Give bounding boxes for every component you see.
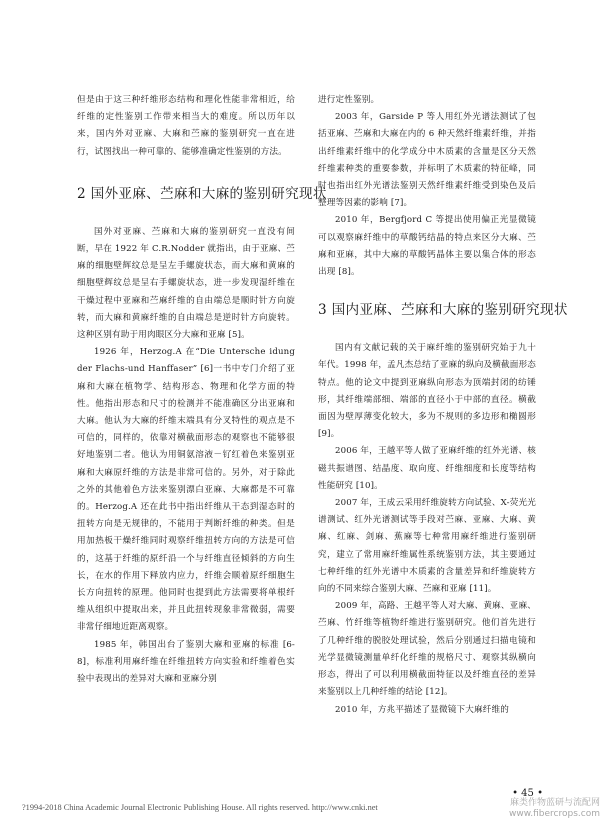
paragraph-herzog: 1926 年，Herzog.A 在“Die Untersche idung der Flachs-und Hanffaser” [6]一书中专门介绍了亚麻和大麻在植物学、结构形态、物理和化学方面的特性。他指出形态和尺寸的检测并不能准确区分出亚麻和大麻。他认为大麻的纤维末端具有分叉特性的观点是不可信的，同样的，依靠对横截面形态的观察也不能够很好地鉴别二者。他认为用铜氨溶液－钌红着色来鉴别亚麻和大麻原纤维的方法是非常可信的。另外，对于除此之外的其他着色方法来鉴别漂白亚麻、大麻都是不可靠的。Herzog.A 还在此书中指出纤维从干态到湿态时的扭转方向是无规律的，不能用于判断纤维的种类。但是用加热板干燥纤维同时观察纤维扭转方向的方法是可信的，这基于纤维的原纤沿一个与纤维直径倾斜的方向生长，在水的作用下释放内应力，纤维会顺着原纤细胞生长方向扭转的原理。他同时也提到此方法需要将单根纤维从组织中提取出来，并且此扭转现象非常微弱，需要非常仔细地近距离观察。 <box>77 347 295 633</box>
paragraph-garside: 2003 年，Garside P 等人用红外光谱法测试了包括亚麻、苎麻和大麻在内的 6 种天然纤维素纤维，并指出纤维素纤维中的化学成分中木质素的含量是区分天然纤维素种类的重要参数，并标明了木质素的特征峰，同时也指出红外光谱法鉴别天然纤维素纤维受到染色及后整理等因素的影响 [7]。 <box>318 112 536 209</box>
paragraph-continuation: 进行定性鉴别。 <box>318 95 380 105</box>
watermark-line-1: 麻类作物蓝研与流配网 <box>509 798 600 808</box>
right-column <box>318 92 568 719</box>
paragraph-2010-fang: 2010 年，方兆平描述了显微镜下大麻纤维的 <box>335 704 509 715</box>
watermark-line-2: www.fibercrops.com <box>509 809 600 819</box>
site-watermark <box>509 798 600 820</box>
copyright-footer: ?1994-2018 China Academic Journal Electronic Publishing House. All rights reserved. http://www.cnki.net <box>22 803 378 812</box>
paragraph-nodder: 国外对亚麻、苎麻和大麻的鉴别研究一直没有间断，早在 1922 年 C.R.Nodder 就指出，由于亚麻、苎麻的细胞壁辉纹总是呈左手螺旋状态，而大麻和黄麻的细胞壁辉纹总是呈右手螺旋状态，进一步发现湿纤维在干燥过程中亚麻和苎麻纤维的自由端总是顺时针方向旋转，而大麻和黄麻纤维的自由端总是逆时针方向旋转。这种区别有助于用肉眼区分大麻和亚麻 [5]。 <box>77 226 295 341</box>
paragraph-2009: 2009 年，高路、王越平等人对大麻、黄麻、亚麻、苎麻、竹纤维等植物纤维进行鉴别研究。他们首先进行了几种纤维的脱胶处理试验，然后分别通过扫描电镜和光学显微镜测量单纤化纤维的规格尺寸、观察其纵横向形态，得出了可以利用横截面特征以及纤维直径的差异来鉴别以上几种纤维的结论 [12]。 <box>318 601 536 698</box>
paragraph-bergfjord: 2010 年，Bergfjord C 等提出使用偏正光显微镜可以观察麻纤维中的草酸钙结晶的特点来区分大麻、苎麻和亚麻，其中大麻的草酸钙晶体主要以集合体的形态出现 [8]。 <box>318 215 536 278</box>
section-heading-3: 3 国内亚麻、苎麻和大麻的鉴别研究现状 <box>318 302 568 319</box>
paragraph-intro: 但是由于这三种纤维形态结构和理化性能非常相近，给纤维的定性鉴别工作带来相当大的难度。所以历年以来，国内外对亚麻、大麻和苎麻的鉴别研究一直在进行，试图找出一种可靠的、能够准确定性鉴别的方法。 <box>77 95 295 157</box>
left-column <box>77 92 327 688</box>
paragraph-1998: 国内有文献记载的关于麻纤维的鉴别研究始于九十年代。1998 年，孟凡杰总结了亚麻的纵向及横截面形态特点。他的论文中提到亚麻纵向形态为顶端封闭的纺锤形，其纤维端部细、端部的直径小于中部的直径。横截面因为壁厚薄变化较大，多为不规则的多边形和椭圆形 [9]。 <box>318 343 536 440</box>
section-heading-2: 2 国外亚麻、苎麻和大麻的鉴别研究现状 <box>77 185 327 202</box>
paragraph-2007: 2007 年，王成云采用纤维旋转方向试验、X-荧光光谱测试、红外光谱测试等手段对苎麻、亚麻、大麻、黄麻、红麻、剑麻、蕉麻等七种常用麻纤维进行鉴别研究，建立了常用麻纤维属性系统鉴别方法，其主要通过七种纤维的红外光谱中木质素的含量差异和纤维旋转方向的不同来综合鉴别大麻、苎麻和亚麻 [11]。 <box>318 498 536 595</box>
page-number: • 45 • <box>512 788 543 799</box>
paragraph-korea-standard: 1985 年，韩国出台了鉴别大麻和亚麻的标准 [6-8]，标准利用麻纤维在纤维扭转方向实验和纤维着色实验中表现出的差异对大麻和亚麻分别 <box>77 639 295 685</box>
paragraph-2006: 2006 年，王越平等人做了亚麻纤维的红外光谱、核磁共振谱图、结晶度、取向度、纤维细度和长度等结构性能研究 [10]。 <box>318 446 536 491</box>
